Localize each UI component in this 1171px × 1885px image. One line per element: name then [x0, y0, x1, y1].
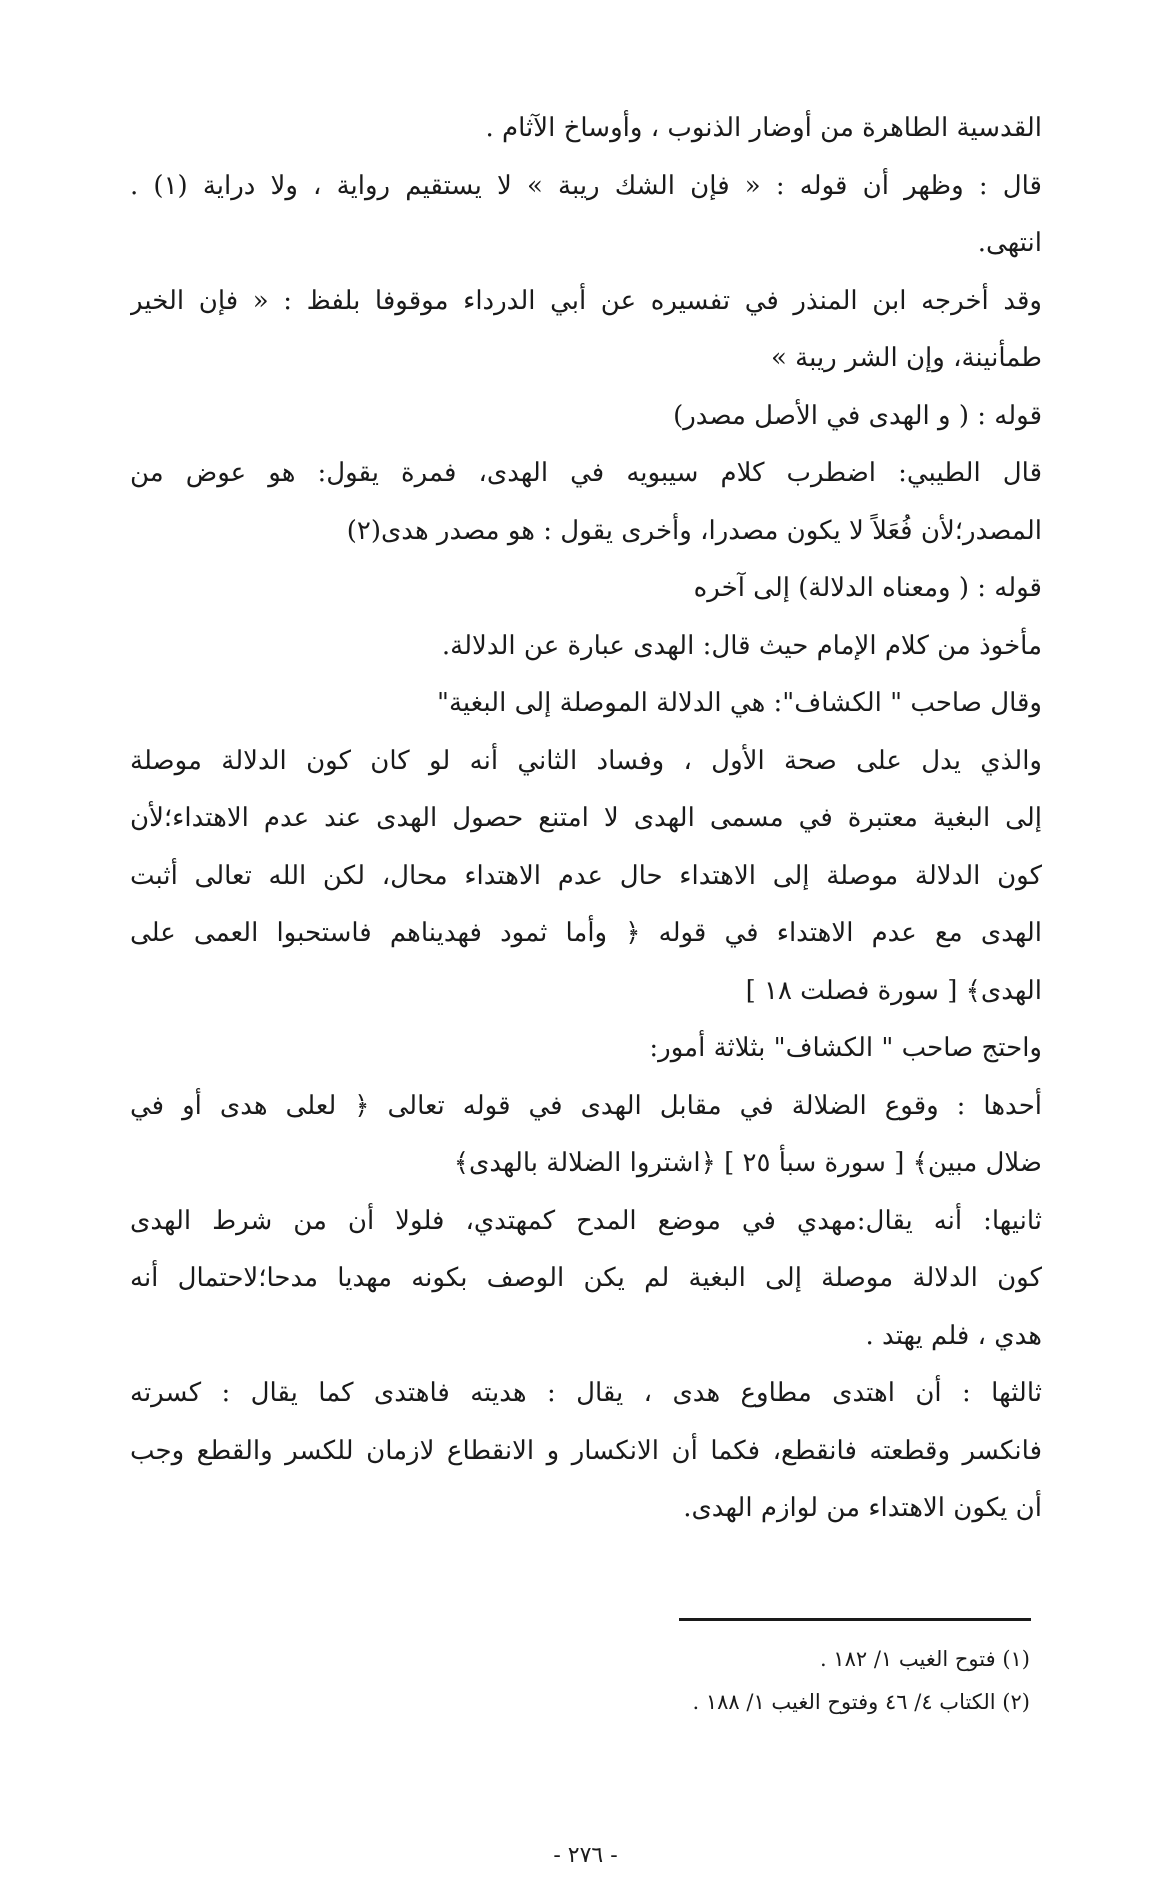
text-line: مأخوذ من كلام الإمام حيث قال: الهدى عبارة عن الدلالة.	[441, 630, 1042, 661]
text-line: المصدر؛لأن فُعَلاً لا يكون مصدرا، وأخرى يقول : هو مصدر هدى(٢)	[346, 515, 1042, 546]
text-line: قوله : ( و الهدى في الأصل مصدر)	[673, 400, 1042, 431]
text-line: وقال صاحب " الكشاف": هي الدلالة الموصلة إلى البغية"	[437, 688, 1042, 718]
text-line: كون الدلالة موصلة إلى البغية لم يكن الوصف بكونه مهديا مدحا؛لاحتمال أنه	[130, 1263, 1042, 1293]
text-line: قال الطيبي: اضطرب كلام سيبويه في الهدى، فمرة يقول: هو عوض من	[130, 458, 1042, 488]
text-line: ضلال مبين﴾ [ سورة سبأ ٢٥ ] ﴿اشتروا الضلالة بالهدى﴾	[453, 1148, 1042, 1178]
text-line: الهدى مع عدم الاهتداء في قوله ﴿ وأما ثمود فهديناهم فاستحبوا العمى على	[130, 918, 1042, 948]
text-line: هدي ، فلم يهتد .	[865, 1320, 1042, 1351]
text-line: والذي يدل على صحة الأول ، وفساد الثاني أنه لو كان كون الدلالة موصلة	[130, 745, 1042, 776]
text-line: فانكسر وقطعته فانقطع، فكما أن الانكسار و الانقطاع لازمان للكسر والقطع وجب	[130, 1435, 1042, 1466]
text-line: أحدها : وقوع الضلالة في مقابل الهدى في قوله تعالى ﴿ لعلى هدى أو في	[130, 1090, 1042, 1121]
text-line: إلى البغية معتبرة في مسمى الهدى لا امتنع حصول الهدى عند عدم الاهتداء؛لأن	[130, 803, 1042, 833]
text-line: انتهى.	[977, 228, 1042, 258]
text-line: كون الدلالة موصلة إلى الاهتداء حال عدم الاهتداء محال، لكن الله تعالى أثبت	[130, 860, 1042, 891]
text-line: واحتج صاحب " الكشاف" بثلاثة أمور:	[649, 1033, 1042, 1063]
main-text	[130, 100, 1042, 1538]
text-line: القدسية الطاهرة من أوضار الذنوب ، وأوساخ الآثام .	[485, 113, 1042, 143]
text-line: الهدى﴾ [ سورة فصلت ١٨ ]	[745, 975, 1042, 1006]
footnotes	[330, 1638, 1030, 1724]
text-line: ثالثها : أن اهتدى مطاوع هدى ، يقال : هديته فاهتدى كما يقال : كسرته	[130, 1378, 1042, 1408]
page-number: - ٢٧٦ -	[553, 1843, 618, 1868]
text-line: طمأنينة، وإن الشر ريبة »	[770, 343, 1042, 373]
footnote-item: (٢) الكتاب ٤/ ٤٦ وفتوح الغيب ١/ ١٨٨ .	[692, 1690, 1030, 1714]
text-line: قال : وظهر أن قوله : « فإن الشك ريبة » لا يستقيم رواية ، ولا دراية (١) .	[130, 170, 1042, 201]
text-line: أن يكون الاهتداء من لوازم الهدى.	[683, 1493, 1042, 1523]
text-line: قوله : ( ومعناه الدلالة) إلى آخره	[693, 573, 1042, 603]
footnote-divider	[679, 1618, 1031, 1621]
text-line: وقد أخرجه ابن المنذر في تفسيره عن أبي الدرداء موقوفا بلفظ : « فإن الخير	[130, 285, 1042, 316]
footnote-item: (١) فتوح الغيب ١/ ١٨٢ .	[819, 1647, 1030, 1671]
text-line: ثانيها: أنه يقال:مهدي في موضع المدح كمهتدي، فلولا أن من شرط الهدى	[130, 1205, 1042, 1236]
